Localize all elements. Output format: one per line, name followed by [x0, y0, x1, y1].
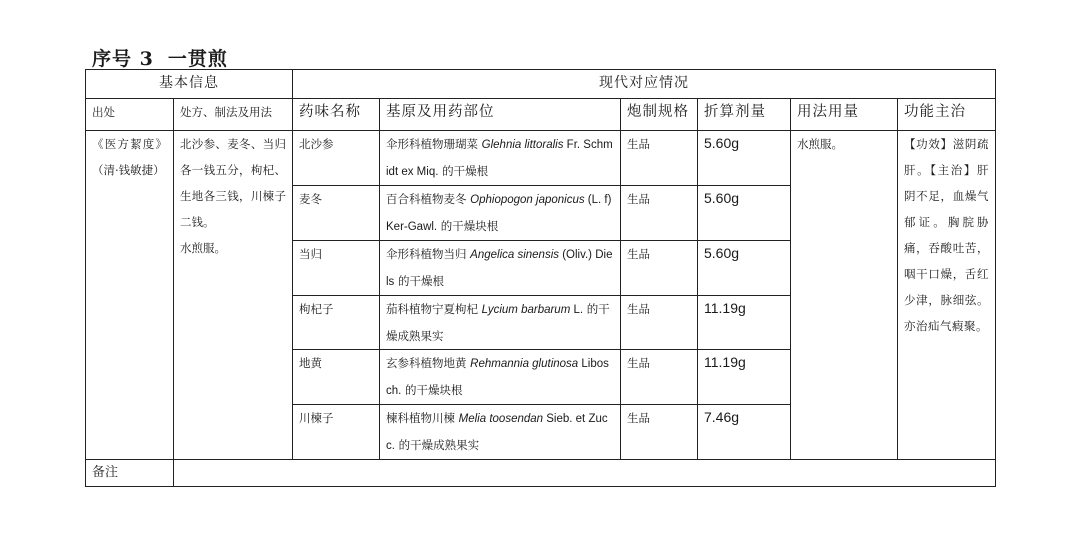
note-row: [86, 460, 996, 487]
herb-dose: 5.60g: [698, 131, 791, 186]
herb-row: [86, 131, 996, 186]
herb-processing: 生品: [621, 296, 698, 350]
herb-name: 地黄: [293, 350, 380, 405]
herb-name: 当归: [293, 241, 380, 296]
herb-name: 北沙参: [293, 131, 380, 186]
group-header-basic: 基本信息: [86, 70, 293, 99]
source-cell: 《医方絜度》（清·钱敏捷）: [86, 131, 174, 460]
herb-dose: 5.60g: [698, 241, 791, 296]
herb-processing: 生品: [621, 241, 698, 296]
note-label: 备注: [86, 460, 174, 487]
column-header-origin: 基原及用药部位: [380, 99, 621, 131]
herb-origin: 百合科植物麦冬 Ophiopogon japonicus (L. f) Ker-Gawl. 的干燥块根: [380, 186, 621, 241]
column-header-function: 功能主治: [898, 99, 996, 131]
herb-name: 麦冬: [293, 186, 380, 241]
group-header-row: [86, 70, 996, 99]
herb-processing: 生品: [621, 350, 698, 405]
formula-number: 序号 3: [92, 48, 154, 70]
method-text-usage: 水煎服。: [180, 241, 226, 255]
column-header-method: 处方、制法及用法: [174, 99, 293, 131]
note-value: [174, 460, 996, 487]
herb-origin: 伞形科植物珊瑚菜 Glehnia littoralis Fr. Schmidt ex Miq. 的干燥根: [380, 131, 621, 186]
column-header-usage: 用法用量: [791, 99, 898, 131]
column-header-source: 出处: [86, 99, 174, 131]
formula-table: [85, 69, 996, 487]
function-cell: 【功效】滋阴疏肝。【主治】肝阴不足，血燥气郁证。胸脘胁痛，吞酸吐苦，咽干口燥，舌红少津，脉细弦。亦治疝气瘕聚。: [898, 131, 996, 460]
method-cell: [174, 131, 293, 460]
herb-name: 枸杞子: [293, 296, 380, 350]
herb-dose: 11.19g: [698, 350, 791, 405]
column-header-processing: 炮制规格: [621, 99, 698, 131]
herb-processing: 生品: [621, 405, 698, 460]
herb-dose: 7.46g: [698, 405, 791, 460]
column-header-herb: 药味名称: [293, 99, 380, 131]
herb-name: 川楝子: [293, 405, 380, 460]
herb-origin: 茄科植物宁夏枸杞 Lycium barbarum L. 的干燥成熟果实: [380, 296, 621, 350]
column-header-row: [86, 99, 996, 131]
usage-cell: 水煎服。: [791, 131, 898, 460]
herb-processing: 生品: [621, 186, 698, 241]
herb-origin: 楝科植物川楝 Melia toosendan Sieb. et Zucc. 的干燥成熟果实: [380, 405, 621, 460]
method-text: 北沙参、麦冬、当归各一钱五分，枸杞、生地各三钱，川楝子二钱。: [180, 137, 286, 229]
herb-dose: 11.19g: [698, 296, 791, 350]
group-header-modern: 现代对应情况: [293, 70, 996, 99]
column-header-dose: 折算剂量: [698, 99, 791, 131]
page-title: [92, 44, 228, 71]
herb-processing: 生品: [621, 131, 698, 186]
formula-name: 一贯煎: [167, 48, 228, 70]
herb-dose: 5.60g: [698, 186, 791, 241]
herb-origin: 玄参科植物地黄 Rehmannia glutinosa Libosch. 的干燥块根: [380, 350, 621, 405]
herb-origin: 伞形科植物当归 Angelica sinensis (Oliv.) Diels 的干燥根: [380, 241, 621, 296]
